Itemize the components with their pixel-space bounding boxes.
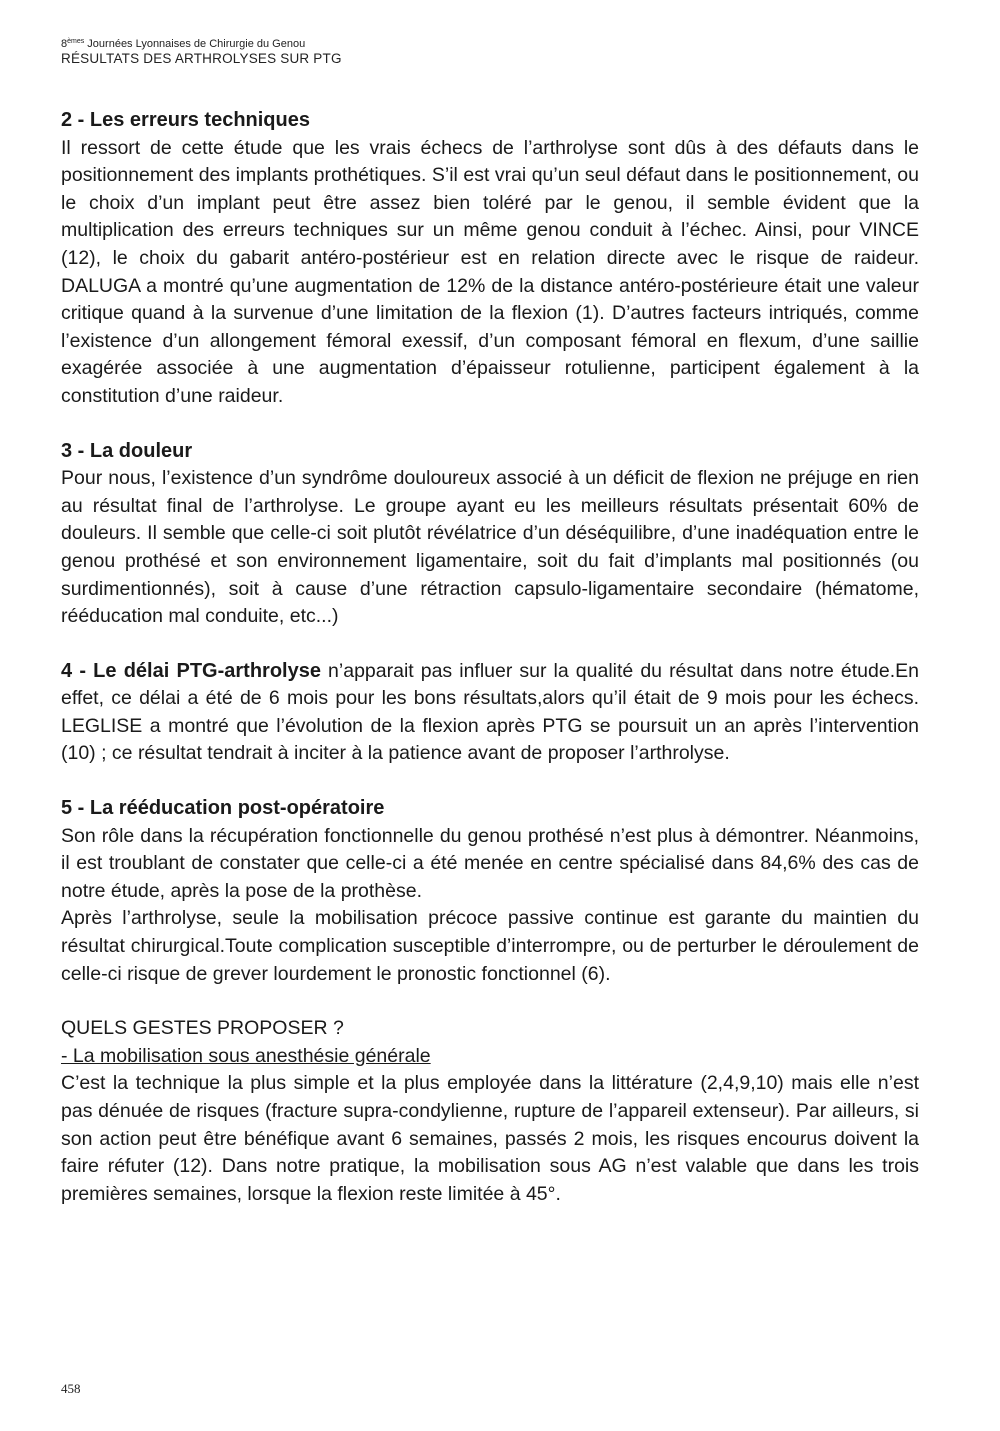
journal-line: [61, 35, 342, 51]
page-number: 458: [61, 1381, 81, 1396]
section-paragraph: [61, 658, 919, 768]
section-paragraph: Il ressort de cette étude que les vrais échecs de l’arthrolyse sont dûs à des défauts dans le positionnement des implants prothétiques. S’il est vrai qu’un seul défaut dans le positionnement, ou le choix d’un implant peut être assez bien toléré par le genou, il semble évident que la multiplication des erreurs techniques sur un même genou conduit à l’échec. Ainsi, pour VINCE (12), le choix du gabarit antéro-postérieur est en relation directe avec le risque de raideur. DALUGA a montré qu’une augmentation de 12% de la distance antéro-postérieure était une valeur critique quand à la survenue d’une limitation de la flexion (1). D’autres facteurs intriqués, comme l’existence d’un allongement fémoral exessif, d’un composant fémoral en flexum, d’une saillie exagérée associée à une augmentation d’épaisseur rotulienne, participent également à la constitution d’une raideur.: [61, 136, 919, 407]
section-paragraph: C’est la technique la plus simple et la plus employée dans la littérature (2,4,9,10) mais elle n’est pas dénuée de risques (fracture supra-condylienne, rupture de l’appareil extenseur). Par ailleurs, si son action peut être bénéfique avant 6 semaines, passés 2 mois, les risques encourus doivent la faire réfuter (12). Dans notre pratique, la mobilisation sous AG n’est valable que dans les trois premières semaines, lorsque la flexion reste limitée à 45°.: [61, 1072, 919, 1205]
section-heading: 5 - La rééducation post-opératoire: [61, 797, 385, 820]
running-header: [61, 35, 342, 67]
ordinal-superscript: èmes: [67, 38, 85, 45]
section-heading: 4 - Le délai PTG-arthrolyse: [61, 659, 321, 682]
section-douleur: [61, 438, 919, 631]
section-paragraph: Après l’arthrolyse, seule la mobilisation précoce passive continue est garante du maintien du résultat chirurgical.Toute complication susceptible d’interrompre, ou de perturber le déroulement de celle-ci risque de grever lourdement le pronostic fonctionnel (6).: [61, 907, 919, 985]
subsection-heading: - La mobilisation sous anesthésie générale: [61, 1044, 431, 1067]
article-title: RÉSULTATS DES ARTHROLYSES SUR PTG: [61, 51, 342, 66]
journal-name: Journées Lyonnaises de Chirurgie du Genou: [84, 38, 306, 50]
article-body: [61, 107, 919, 1235]
section-heading: 3 - La douleur: [61, 439, 193, 462]
section-heading: QUELS GESTES PROPOSER ?: [61, 1017, 344, 1040]
section-text: n’apparait pas influer sur la qualité du résultat dans notre étude.En effet, ce délai a été de 6 mois pour les bons résultats,alors qu’il était de 9 mois pour les échecs. LEGLISE a montré que l’évolution de la flexion après PTG se poursuit un an après l’intervention (10) ; ce résultat tendrait à inciter à la patience avant de proposer l’arthrolyse.: [61, 659, 919, 765]
section-reeducation: [61, 795, 919, 988]
section-gestes: [61, 1015, 919, 1208]
section-paragraph: Son rôle dans la récupération fonctionnelle du genou prothésé n’est plus à démontrer. Néanmoins, il est troublant de constater que celle-ci a été menée en centre spécialisé dans 84,6% des cas de notre étude, après la pose de la prothèse.: [61, 824, 919, 902]
section-paragraph: Pour nous, l’existence d’un syndrôme douloureux associé à un déficit de flexion ne préjuge en rien au résultat final de l’arthrolyse. Le groupe ayant eu les meilleurs résultats présentait 60% de douleurs. Il semble que celle-ci soit plutôt révélatrice d’un déséquilibre, d’une inadéquation entre le genou prothésé et son environnement ligamentaire, soit du fait d’implants mal positionnés (ou surdimentionnés), soit à cause d’une rétraction capsulo-ligamentaire secondaire (hématome, rééducation mal conduite, etc...): [61, 467, 919, 628]
section-delai: [61, 658, 919, 768]
section-heading: 2 - Les erreurs techniques: [61, 109, 310, 131]
ordinal-number: 8: [61, 38, 68, 50]
section-erreurs-techniques: [61, 107, 919, 411]
